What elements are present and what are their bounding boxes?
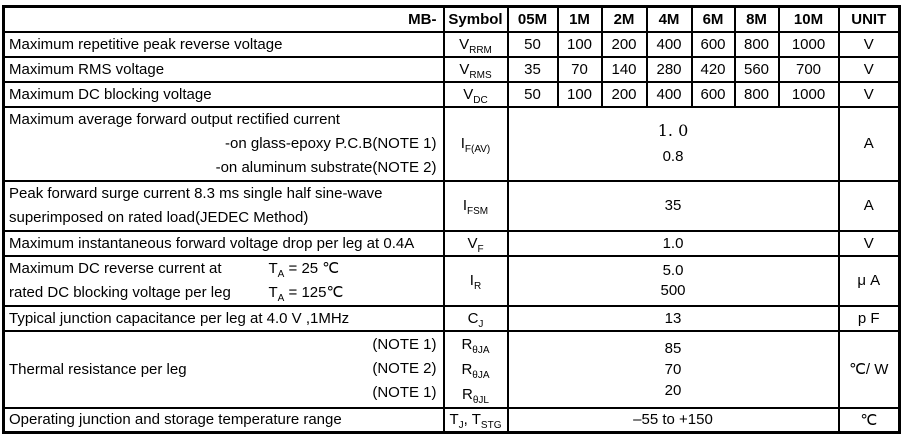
symbol-ifsm: $I_{FSM}$ bbox=[444, 181, 508, 231]
param-label: Typical junction capacitance per leg at 4.0 V ,1MHz bbox=[4, 306, 444, 331]
row-thermal bbox=[4, 331, 900, 408]
value-cell: 140 bbox=[602, 57, 647, 82]
header-unit: UNIT bbox=[839, 7, 900, 32]
header-symbol: Symbol bbox=[444, 7, 508, 32]
value-cell: 1000 bbox=[779, 32, 839, 57]
value-cell: 50 bbox=[508, 32, 558, 57]
symbol-ir: $I_R$ bbox=[444, 256, 508, 306]
param-label: Operating junction and storage temperature range bbox=[4, 408, 444, 433]
value-cell: –55 to +150 bbox=[508, 408, 839, 433]
condition-substrate: -on aluminum substrate(NOTE 2) bbox=[215, 158, 437, 176]
header-model-2m: 2M bbox=[602, 7, 647, 32]
header-model-6m: 6M bbox=[692, 7, 735, 32]
value-cell: 1. 0 0.8 bbox=[508, 107, 839, 181]
unit-cell: p F bbox=[839, 306, 900, 331]
row-ir bbox=[4, 256, 900, 306]
value-cell: 560 bbox=[735, 57, 779, 82]
value-cell: 100 bbox=[558, 32, 602, 57]
param-label: Maximum DC blocking voltage bbox=[4, 82, 444, 107]
header-model-10m: 10M bbox=[779, 7, 839, 32]
unit-cell: μ A bbox=[839, 256, 900, 306]
value-cell: 100 bbox=[558, 82, 602, 107]
symbol-ifav: $I_{F(AV)}$ bbox=[444, 107, 508, 181]
symbol-tstg: $T_J$, $T_{STG}$ bbox=[444, 408, 508, 433]
row-vf bbox=[4, 231, 900, 256]
row-ifav bbox=[4, 107, 900, 181]
value-cell: 35 bbox=[508, 57, 558, 82]
row-cj bbox=[4, 306, 900, 331]
row-vrms bbox=[4, 57, 900, 82]
header-model-1m: 1M bbox=[558, 7, 602, 32]
thermal-notes: (NOTE 1) (NOTE 2) (NOTE 1) bbox=[372, 336, 437, 401]
value-cell: 400 bbox=[647, 32, 692, 57]
symbol-vrms: $V_{RMS}$ bbox=[444, 57, 508, 82]
row-vrrm bbox=[4, 32, 900, 57]
param-label: Maximum instantaneous forward voltage drop per leg at 0.4A bbox=[4, 231, 444, 256]
condition-pcb: -on glass-epoxy P.C.B(NOTE 1) bbox=[225, 134, 437, 152]
value-cell: 600 bbox=[692, 82, 735, 107]
condition-125c: $T_A$ = 125℃ bbox=[268, 283, 344, 304]
unit-cell: V bbox=[839, 231, 900, 256]
header-row bbox=[4, 7, 900, 32]
value-cell: 70 bbox=[558, 57, 602, 82]
value-cell: 50 bbox=[508, 82, 558, 107]
value-cell: 800 bbox=[735, 82, 779, 107]
unit-cell: V bbox=[839, 57, 900, 82]
header-series: MB- bbox=[4, 7, 444, 32]
value-cell: 1.0 bbox=[508, 231, 839, 256]
symbol-vf: $V_F$ bbox=[444, 231, 508, 256]
value-cell: 600 bbox=[692, 32, 735, 57]
unit-cell: ℃/ W bbox=[839, 331, 900, 408]
row-ifsm bbox=[4, 181, 900, 231]
unit-cell: V bbox=[839, 32, 900, 57]
unit-cell: V bbox=[839, 82, 900, 107]
param-label: Maximum average forward output rectified current -on glass-epoxy P.C.B(NOTE 1) -on aluminum substrate(NOTE 2) bbox=[4, 107, 444, 181]
unit-cell: A bbox=[839, 107, 900, 181]
value-cell: 35 bbox=[508, 181, 839, 231]
param-label: Thermal resistance per leg (NOTE 1) (NOTE 2) (NOTE 1) bbox=[4, 331, 444, 408]
symbol-vdc: $V_{DC}$ bbox=[444, 82, 508, 107]
header-model-05m: 05M bbox=[508, 7, 558, 32]
value-cell: 420 bbox=[692, 57, 735, 82]
unit-cell: ℃ bbox=[839, 408, 900, 433]
symbol-thermal: $R_{\theta JA}$ $R_{\theta JA}$ $R_{\theta JL}$ bbox=[444, 331, 508, 408]
value-cell: 800 bbox=[735, 32, 779, 57]
param-label: Peak forward surge current 8.3 ms single half sine-wave superimposed on rated load(JEDEC Method) bbox=[4, 181, 444, 231]
value-cell: 200 bbox=[602, 32, 647, 57]
param-label: Maximum RMS voltage bbox=[4, 57, 444, 82]
value-cell: 400 bbox=[647, 82, 692, 107]
ratings-table bbox=[2, 5, 901, 434]
unit-cell: A bbox=[839, 181, 900, 231]
value-cell: 700 bbox=[779, 57, 839, 82]
value-cell: 200 bbox=[602, 82, 647, 107]
param-label: Maximum repetitive peak reverse voltage bbox=[4, 32, 444, 57]
header-model-8m: 8M bbox=[735, 7, 779, 32]
header-model-4m: 4M bbox=[647, 7, 692, 32]
value-cell: 85 70 20 bbox=[508, 331, 839, 408]
param-label: Maximum DC reverse current at $T_A = 25$ ℃ rated DC blocking voltage per leg $T_A$ = 125℃ bbox=[4, 256, 444, 306]
condition-25c: $T_A = 25$ ℃ bbox=[268, 259, 340, 280]
value-cell: 1000 bbox=[779, 82, 839, 107]
symbol-vrrm: $V_{RRM}$ bbox=[444, 32, 508, 57]
value-cell: 5.0 500 bbox=[508, 256, 839, 306]
value-cell: 280 bbox=[647, 57, 692, 82]
row-tstg bbox=[4, 408, 900, 433]
symbol-cj: $C_J$ bbox=[444, 306, 508, 331]
row-vdc bbox=[4, 82, 900, 107]
value-cell: 13 bbox=[508, 306, 839, 331]
